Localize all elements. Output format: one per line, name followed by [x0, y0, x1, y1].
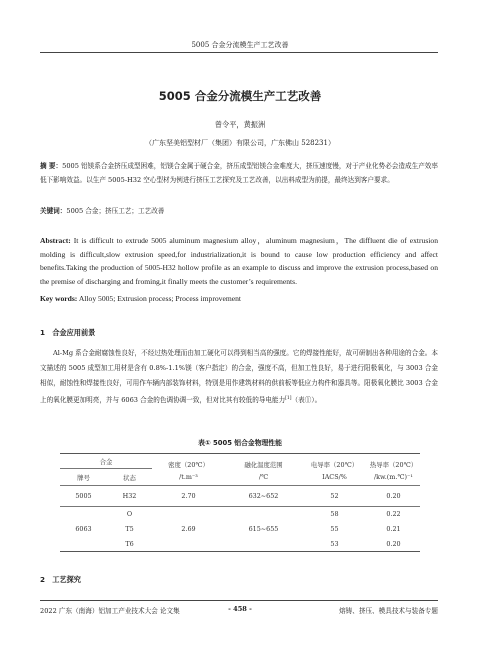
table-header-state: 状态	[123, 473, 136, 482]
keywords-en-label: Key words:	[40, 294, 78, 303]
keywords-en	[40, 292, 438, 306]
body-paragraph-1-text: Al-Mg 系合金耐腐蚀性良好，不经过热处理而由加工硬化可以得到相当高的强度。它的焊接性能好，故可研制出各种用途的合金。本文描述的 5005 成型加工用材是含有 0.8%-1.1%镁（客户指定）的合金，强度不高，但加工性良好，易于进行阳极氧化，与 3003 合金相似，耐蚀性和焊接性良好，可用作车辆内部装饰材料，特别是用作建筑材料的供前板等低应力构件和器具等。阳极氧化膜比 3003 合金上的氧化膜更加明亮，并与 6063 合金的色调协调一致，但对比其有较低的导电能力	[40, 349, 438, 405]
header-rule	[40, 52, 438, 53]
cell-state: O	[126, 510, 133, 519]
cell-conduct: 58	[330, 510, 339, 519]
section-2-heading: 2 工艺探究	[40, 575, 81, 584]
cell-thermal: 0.21	[386, 525, 401, 533]
page-number: - 458 -	[228, 605, 252, 613]
table-header-conduct: 电导率（20℃）	[310, 460, 359, 469]
cell-thermal: 0.22	[386, 510, 401, 519]
cell-melting: 632~652	[248, 492, 279, 500]
paper-title: 5005 合金分流模生产工艺改善	[158, 89, 322, 103]
footer-rule	[40, 600, 438, 601]
body-paragraph-1-tail: （表①）。	[291, 396, 322, 405]
cell-conduct: 53	[330, 539, 339, 548]
keywords-en-text: Alloy 5005; Extrusion process; Process improvement	[77, 294, 242, 303]
cell-thermal: 0.20	[386, 539, 401, 548]
abstract-en	[40, 234, 438, 288]
table-header-melting: 融化温度范围	[244, 460, 283, 469]
section-1-heading: 1 合金应用前景	[40, 328, 96, 337]
footer-topic: 熔铸、挤压、模具技术与装备专题	[339, 607, 438, 615]
cell-conduct: 55	[330, 525, 339, 533]
cell-grade: 5005	[75, 492, 92, 500]
abstract-en-label: Abstract:	[40, 236, 71, 245]
abstract-cn-label: 摘 要：	[40, 162, 63, 170]
cell-thermal: 0.20	[386, 492, 401, 500]
table-unit-thermal: /kw.(m.℃)⁻¹	[374, 472, 413, 481]
table-row	[60, 507, 420, 522]
table-unit-density: /t.m⁻³	[179, 472, 198, 481]
cell-melting: 615~655	[248, 525, 279, 533]
running-header: 5005 合金分流模生产工艺改善	[191, 41, 289, 49]
abstract-cn	[40, 160, 438, 187]
cell-grade: 6063	[75, 525, 92, 533]
table-unit-conduct: IACS/%	[322, 472, 347, 481]
table-header-alloy: 合金	[60, 454, 152, 469]
cell-state: H32	[122, 492, 137, 500]
keywords-cn-label: 关键词：	[40, 207, 67, 215]
cell-density: 2.70	[181, 492, 196, 500]
cell-state: T5	[125, 525, 134, 533]
table-caption: 表① 5005 铝合金物理性能	[198, 439, 282, 447]
table-unit-melting: /℃	[258, 472, 269, 481]
affiliation: （广东坚美铝型材厂（集团）有限公司，广东佛山 528231）	[145, 139, 335, 147]
table-header-thermal: 热导率（20℃）	[369, 460, 418, 469]
cell-conduct: 52	[330, 492, 339, 500]
cell-state: T6	[125, 539, 134, 548]
footer-proceedings: 2022 广东（南海）铝加工产业技术大会 论文集	[40, 607, 180, 615]
table-header-density: 密度（20℃）	[168, 460, 209, 469]
keywords-cn	[40, 205, 438, 219]
table-header-grade: 牌号	[77, 473, 90, 482]
citation-1: [1]	[285, 396, 292, 401]
keywords-cn-text: 5005 合金；挤压工艺；工艺改善	[66, 207, 165, 215]
abstract-cn-text: 5005 铝镁系合金挤压成型困难，铝镁合金属于硬合金，挤压成型铝镁合金难度大，挤压速度慢，对于产业化势必会造成生产效率低下影响效益。以生产 5005-H32 空心型材为例进行挤压工艺探究及工艺改善，以出料成型为前提，最终达到客户要求。	[40, 162, 439, 184]
authors: 曾令平，黄振洲	[214, 120, 266, 129]
abstract-en-text: It is difficult to extrude 5005 aluminum magnesium alloy，aluminum magnesium，The diffluent die of extrusion molding is difficult,slow extrusion speed,for industrialization,it is bound to cause low production efficiency and affect benefits.Taking the production of 5005-H32 hollow profile as an example to discuss and improve the extrusion process,based on the premise of discharging and froming,it finally meets the customer’s requirements.	[40, 236, 438, 286]
cell-density: 2.69	[181, 525, 196, 533]
properties-table	[60, 453, 420, 552]
body-paragraph-1	[40, 346, 438, 408]
table-row	[60, 486, 420, 507]
